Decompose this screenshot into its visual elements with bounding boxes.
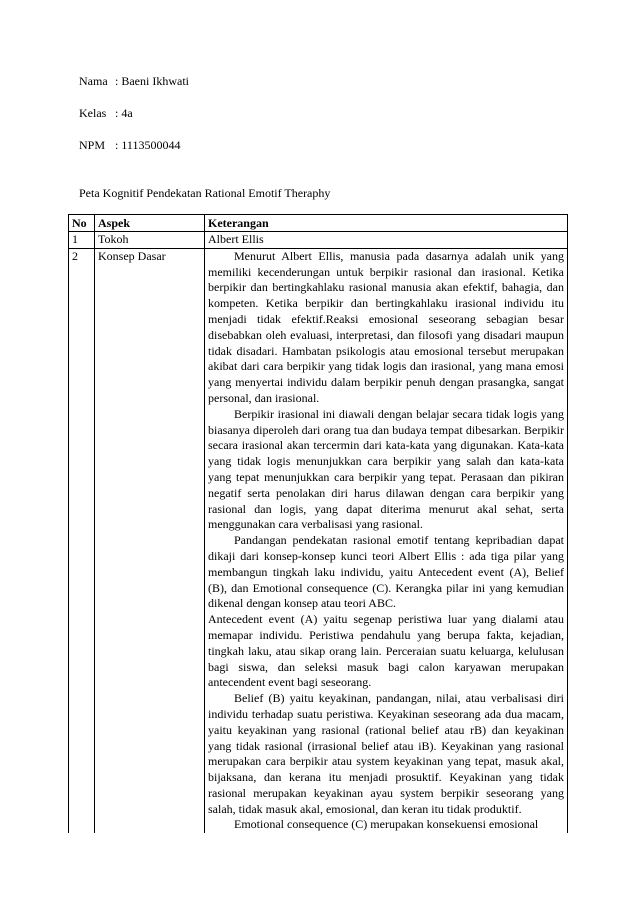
description-paragraph: Emotional consequence (C) merupakan konsekuensi emosional xyxy=(234,817,539,832)
row-aspect: Tokoh xyxy=(95,232,205,249)
description-paragraph: Antecedent event (A) yaitu segenap peristiwa luar yang dialami atau memapar individu. Peristiwa pendahulu yang berupa fakta, kejadian, tingkah laku, atau sikap orang lain. Perceraian suatu keluarga, kelulusan bagi siswa, dan seleksi masuk bagi calon karyawan merupakan antecendent event bagi seseorang. xyxy=(208,612,564,690)
table-header-row xyxy=(69,215,568,232)
npm-label: NPM xyxy=(79,138,106,152)
column-header-no: No xyxy=(69,215,95,232)
kelas-row xyxy=(79,106,133,120)
row-number: 2 xyxy=(69,248,95,833)
cognitive-map-table xyxy=(68,214,568,833)
nama-label: Nama xyxy=(79,74,108,88)
nama-value: : Baeni Ikhwati xyxy=(115,74,189,88)
npm-row xyxy=(79,138,180,152)
table-row xyxy=(69,248,568,833)
nama-row xyxy=(79,74,189,88)
table-row xyxy=(69,232,568,249)
row-number: 1 xyxy=(69,232,95,249)
kelas-label: Kelas xyxy=(79,106,107,120)
description-paragraph: Berpikir irasional ini diawali dengan belajar secara tidak logis yang biasanya diperoleh dari orang tua dan budaya tempat dibesarkan. Berpikir secara irasional akan tercermin dari kata-kata yang digunakan. Kata-kata yang tidak logis menunjukkan cara berpikir yang salah dan kata-kata yang tepat menunjukkan cara berpikir yang tepat. Perasaan dan pikiran negatif serta penolakan diri harus dilawan dengan cara berpikir yang rasional dan logis, yang dapat diterima menurut akal sehat, serta menggunakan cara verbalisasi yang rasional. xyxy=(208,406,564,532)
kelas-value: : 4a xyxy=(115,106,133,120)
column-header-keterangan: Keterangan xyxy=(205,215,568,232)
row-description xyxy=(205,248,568,833)
npm-value: : 1113500044 xyxy=(115,138,181,152)
row-aspect: Konsep Dasar xyxy=(95,248,205,833)
description-paragraph: Menurut Albert Ellis, manusia pada dasarnya adalah unik yang memiliki kecenderungan untuk berpikir rasional dan irasional. Ketika berpikir dan bertingkahlaku rasional manusia akan efektif, bahagia, dan kompeten. Ketika berpikir dan bertingkahlaku irasional individu itu menjadi tidak efektif.Reaksi emosional seseorang sebagian besar disebabkan oleh evaluasi, interpretasi, dan filosofi yang disadari maupun tidak disadari. Hambatan psikologis atau emosional tersebut merupakan akibat dari cara berpikir yang tidak logis dan irasional, yang mana emosi yang menyertai individu dalam berpikir penuh dengan prasangka, sangat personal, dan irasional. xyxy=(208,248,564,405)
column-header-aspek: Aspek xyxy=(95,215,205,232)
description-paragraph: Belief (B) yaitu keyakinan, pandangan, nilai, atau verbalisasi diri individu terhadap suatu peristiwa. Keyakinan seseorang ada dua macam, yaitu keyakinan yang rasional (rational belief atau rB) dan keyakinan yang tidak rasional (irrasional belief atau iB). Keyakinan yang rasional merupakan cara berpikir atau system keyakinan yang tepat, masuk akal, bijaksana, dan kerana itu menjadi prosuktif. Keyakinan yang tidak rasional merupakan keyakinan ayau system berpikir seseorang yang salah, tidak masuk akal, emosional, dan keran itu tidak produktif. xyxy=(208,691,564,816)
row-description: Albert Ellis xyxy=(205,232,568,249)
document-title: Peta Kognitif Pendekatan Rational Emotif Theraphy xyxy=(79,186,331,200)
description-paragraph: Pandangan pendekatan rasional emotif tentang kepribadian dapat dikaji dari konsep-konsep kunci teori Albert Ellis : ada tiga pilar yang membangun tingkah laku individu, yaitu Antecedent event (A), Belief (B), dan Emotional consequence (C). Kerangka pilar ini yang kemudian dikenal dengan konsep atau teori ABC. xyxy=(208,533,564,611)
